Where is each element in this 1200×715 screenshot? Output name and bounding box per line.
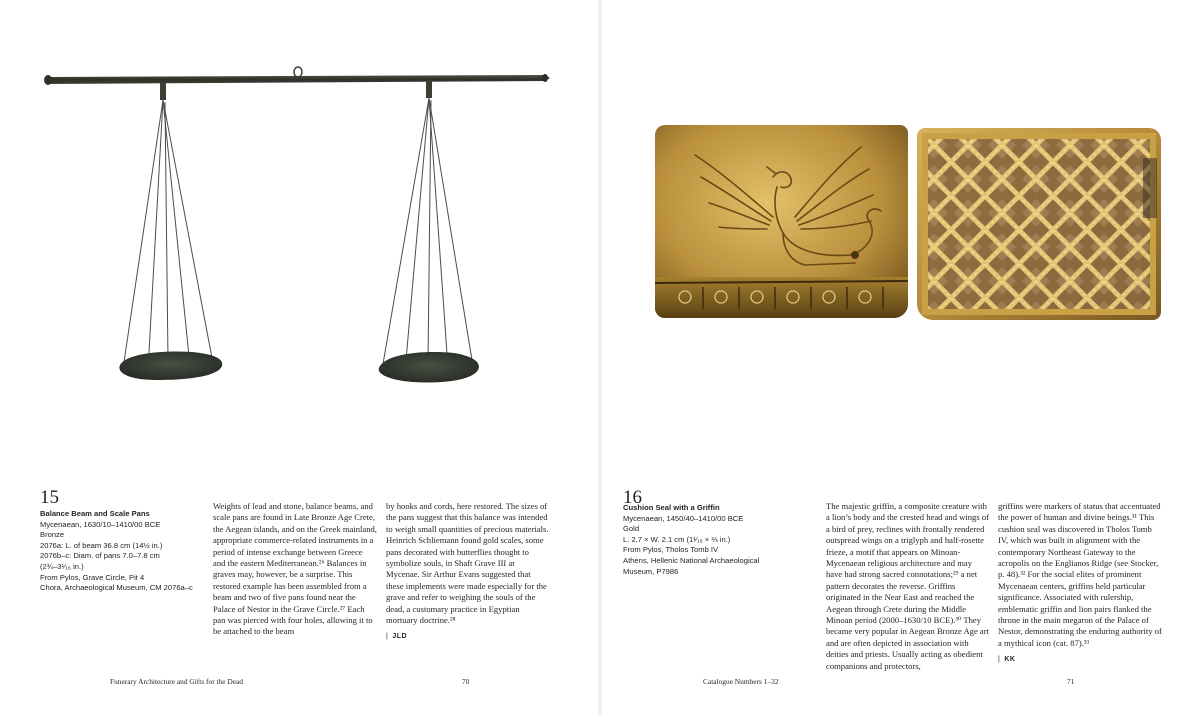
entry-text-column-2 xyxy=(386,501,550,643)
seal-net-pattern-image xyxy=(917,128,1161,320)
entry-meta-line: From Pylos, Tholos Tomb IV xyxy=(623,545,719,555)
entry-meta-line: Museum, P7986 xyxy=(623,566,679,576)
entry-paragraph: by hooks and cords, here restored. The sizes of the pans suggest that this balance was intended to weigh small quantities of precious materials. Heinrich Schliemann found gold scales, some pans decorated with butterflies thought to symbolize souls, in Shaft Grave III at Mycenae. Sir Arthur Evans suggested that these implements were made especially for the grave and refer to weighing the souls of the dead, a customary practice in Egyptian mortuary doctrine.²⁸ xyxy=(386,501,549,626)
author-initials-text: KK xyxy=(1004,656,1016,664)
author-initials-text: JLD xyxy=(392,633,408,641)
entry-title: Balance Beam and Scale Pans xyxy=(40,509,150,518)
running-footer-title: Funerary Architecture and Gifts for the Dead xyxy=(110,677,243,686)
running-footer-title: Catalogue Numbers 1–32 xyxy=(703,677,779,686)
entry-meta-line: 2076a: L. of beam 36.8 cm (14½ in.) xyxy=(40,540,163,550)
entry-paragraph: Weights of lead and stone, balance beams, and scale pans are found in Late Bronze Age Crete, the Aegean islands, and on the Greek mainland, appropriate commerce-related instruments in a period of intense exchange between Greece and the eastern Mediterranean.²⁶ Balances in graves may, however, be a surprise. This restored example has been assembled from a beam and two of five pans found near the Palace of Nestor in the Grave Circle.²⁷ Each pan was pierced with four holes, allowing it to be attached to the beam xyxy=(213,501,377,637)
catalogue-number: 16 xyxy=(623,487,642,508)
entry-meta-line: Gold xyxy=(623,524,640,534)
catalogue-number: 15 xyxy=(40,487,59,508)
entry-title: Cushion Seal with a Griffin xyxy=(623,503,720,512)
entry-text-column-1 xyxy=(826,501,990,672)
page-number: 71 xyxy=(1067,677,1075,686)
balance-beam-image xyxy=(40,60,560,405)
entry-meta-line: (2¾–3¹⁄₁₆ in.) xyxy=(40,561,84,571)
page-number: 70 xyxy=(462,677,470,686)
author-initials: | KK xyxy=(998,656,1016,664)
entry-text-column-2 xyxy=(998,501,1162,666)
entry-meta-line: Athens, Hellenic National Archaeological xyxy=(623,555,760,565)
author-initials: | JLD xyxy=(386,633,408,641)
seal-griffin-image xyxy=(655,125,908,318)
entry-meta-line: From Pylos, Grave Circle, Pit 4 xyxy=(40,572,145,582)
entry-meta-line: Mycenaean, 1630/10–1410/00 BCE xyxy=(40,519,161,529)
entry-meta-line: Bronze xyxy=(40,530,65,540)
entry-text-column-1 xyxy=(213,501,377,638)
entry-meta-line: Mycenaean, 1450/40–1410/00 BCE xyxy=(623,513,744,523)
entry-meta-line: L. 2.7 × W. 2.1 cm (1¹⁄₁₆ × ⅔ in.) xyxy=(623,534,731,544)
entry-meta-line: Chora, Archaeological Museum, CM 2076a–c xyxy=(40,583,193,593)
entry-paragraph: griffins were markers of status that accentuated the power of human and divine beings.³¹ This cushion seal was discovered in Tholos Tomb IV, which was built in alignment with the contemporary Northeast Gateway to the acropolis on the Englianos Ridge (see Stocker, p. 48).³² For the social elites of prominent Mycenaean centers, griffins held particular significance. Associated with rulership, emblematic griffin and lion pairs flanked the throne in the main megaron of the Palace of Nestor, demonstrating the enduring authority of a mythical icon (cat. 87).³³ xyxy=(998,501,1162,648)
entry-metadata xyxy=(623,503,793,577)
entry-metadata xyxy=(40,509,210,594)
entry-meta-line: 2076b–c: Diam. of pans 7.0–7.8 cm xyxy=(40,551,160,561)
entry-paragraph: The majestic griffin, a composite creature with a lion’s body and the crested head and wings of a bird of prey, reclines with frontally rendered outspread wings on a triglyph and half-rosette frieze, a motif that appears on Minoan-Mycenaean religious architecture and may have had strong sacred connotations;²⁹ a net pattern decorates the reverse. Griffins originated in the Near East and reached the Aegean through Crete during the Middle Minoan period (2000–1630/10 BCE).³⁰ They became very popular in Aegean Bronze Age art and are often depicted in association with deities and priests. Usually acting as obedient companions and protectors, xyxy=(826,501,989,671)
right-page xyxy=(600,0,1200,715)
